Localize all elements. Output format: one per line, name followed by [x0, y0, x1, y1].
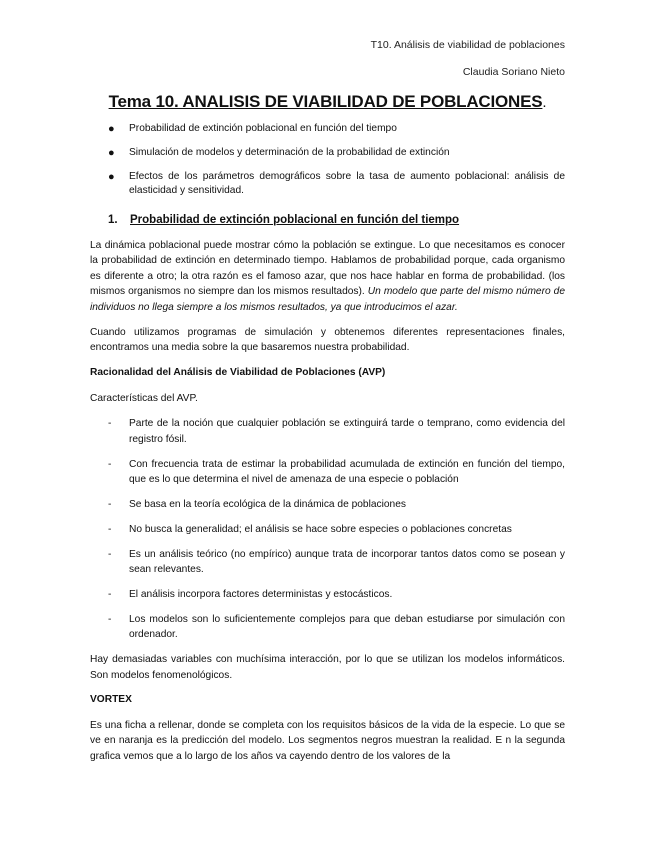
page-title-text: Tema 10. ANALISIS DE VIABILIDAD DE POBLACIONES — [108, 92, 543, 111]
list-item — [108, 457, 565, 488]
dash-icon: - — [108, 498, 112, 510]
list-item-text: El análisis incorpora factores deterministas y estocásticos. — [129, 589, 393, 600]
dash-icon: - — [108, 523, 112, 535]
avp-intro: Características del AVP. — [90, 392, 198, 404]
topic-bullet-text: Efectos de los parámetros demográficos sobre la tasa de aumento poblacional: análisis de elasticidad y sensitividad. — [129, 171, 565, 196]
list-item-text: No busca la generalidad; el análisis se hace sobre especies o poblaciones concretas — [129, 523, 512, 535]
list-item — [108, 547, 565, 578]
list-item — [108, 522, 565, 537]
page-title — [90, 91, 565, 114]
bullet-icon: ● — [108, 171, 115, 183]
list-item — [108, 416, 565, 447]
dash-icon: - — [108, 548, 112, 560]
paragraph-dynamics-text: La dinámica poblacional puede mostrar cómo la población se extingue. Lo que necesitamos es conocer la probabilidad de extinción en determinado tiempo. Hablamos de probabilidad porque, cada organismo es diferente a otro; la otra razón es el famoso azar, que nos hace hablar en forma de probabilidad. (los mismos organismos no siempre dan los mismos resultados). — [90, 240, 565, 298]
list-item-text: Es un análisis teórico (no empírico) aunque trata de incorporar tantos datos como se posean y sean relevantes. — [129, 548, 565, 576]
paragraph-variables: Hay demasiadas variables con muchísima interacción, por lo que se utilizan los modelos informáticos. Son modelos fenomenológicos. — [90, 654, 565, 681]
list-item — [108, 497, 565, 512]
topic-bullet-item — [108, 146, 565, 160]
list-item-text: Con frecuencia trata de estimar la probabilidad acumulada de extinción en función del tiempo, que es lo que determina el nivel de amenaza de una especie o población — [129, 458, 565, 485]
vortex-heading: VORTEX — [90, 694, 132, 706]
list-item-text: Se basa en la teoría ecológica de la dinámica de poblaciones — [129, 498, 406, 510]
section-title: Probabilidad de extinción poblacional en función del tiempo — [130, 214, 460, 226]
paragraph-simulation: Cuando utilizamos programas de simulación y obtenemos diferentes representaciones finales, encontramos una media sobre la que basaremos nuestra probabilidad. — [90, 327, 565, 354]
section-heading — [108, 212, 565, 228]
bullet-icon: ● — [108, 123, 115, 135]
topic-bullet-item — [108, 122, 565, 136]
bullet-icon: ● — [108, 147, 115, 159]
paragraph-vortex: Es una ficha a rellenar, donde se completa con los requisitos básicos de la vida de la especie. Lo que se ve en naranja es la predicción del modelo. Los segmentos negros muestran la realidad. E n la segunda grafica vemos que a lo largo de los años va cayendo dentro de los valores de la — [90, 720, 565, 762]
topic-bullet-list — [90, 122, 565, 198]
list-item-text: Parte de la noción que cualquier población se extinguirá tarde o temprano, como evidencia del registro fósil. — [129, 418, 565, 445]
paragraph-dynamics — [90, 238, 565, 315]
topic-bullet-text: Simulación de modelos y determinación de la probabilidad de extinción — [129, 147, 450, 158]
section-number: 1. — [108, 214, 118, 226]
list-item — [108, 587, 565, 602]
dash-icon: - — [108, 418, 112, 430]
list-item-text: Los modelos son lo suficientemente complejos para que deban estudiarse por simulación con ordenador. — [129, 613, 565, 641]
list-item — [108, 612, 565, 643]
avp-characteristics-list — [90, 416, 565, 642]
page-title-dot: . — [542, 94, 547, 111]
paragraph-dynamics-italic: Un modelo que parte del mismo número de individuos no llega siempre a los mismos resultados, ya que introducimos el azar. — [90, 286, 566, 313]
dash-icon: - — [108, 613, 112, 625]
dash-icon: - — [108, 589, 112, 600]
topic-bullet-item — [108, 170, 565, 198]
topic-bullet-text: Probabilidad de extinción poblacional en función del tiempo — [129, 123, 397, 134]
running-header-course: T10. Análisis de viabilidad de poblaciones — [370, 39, 565, 51]
running-header-author: Claudia Soriano Nieto — [462, 66, 565, 78]
avp-heading: Racionalidad del Análisis de Viabilidad de Poblaciones (AVP) — [90, 366, 386, 378]
dash-icon: - — [108, 458, 112, 470]
